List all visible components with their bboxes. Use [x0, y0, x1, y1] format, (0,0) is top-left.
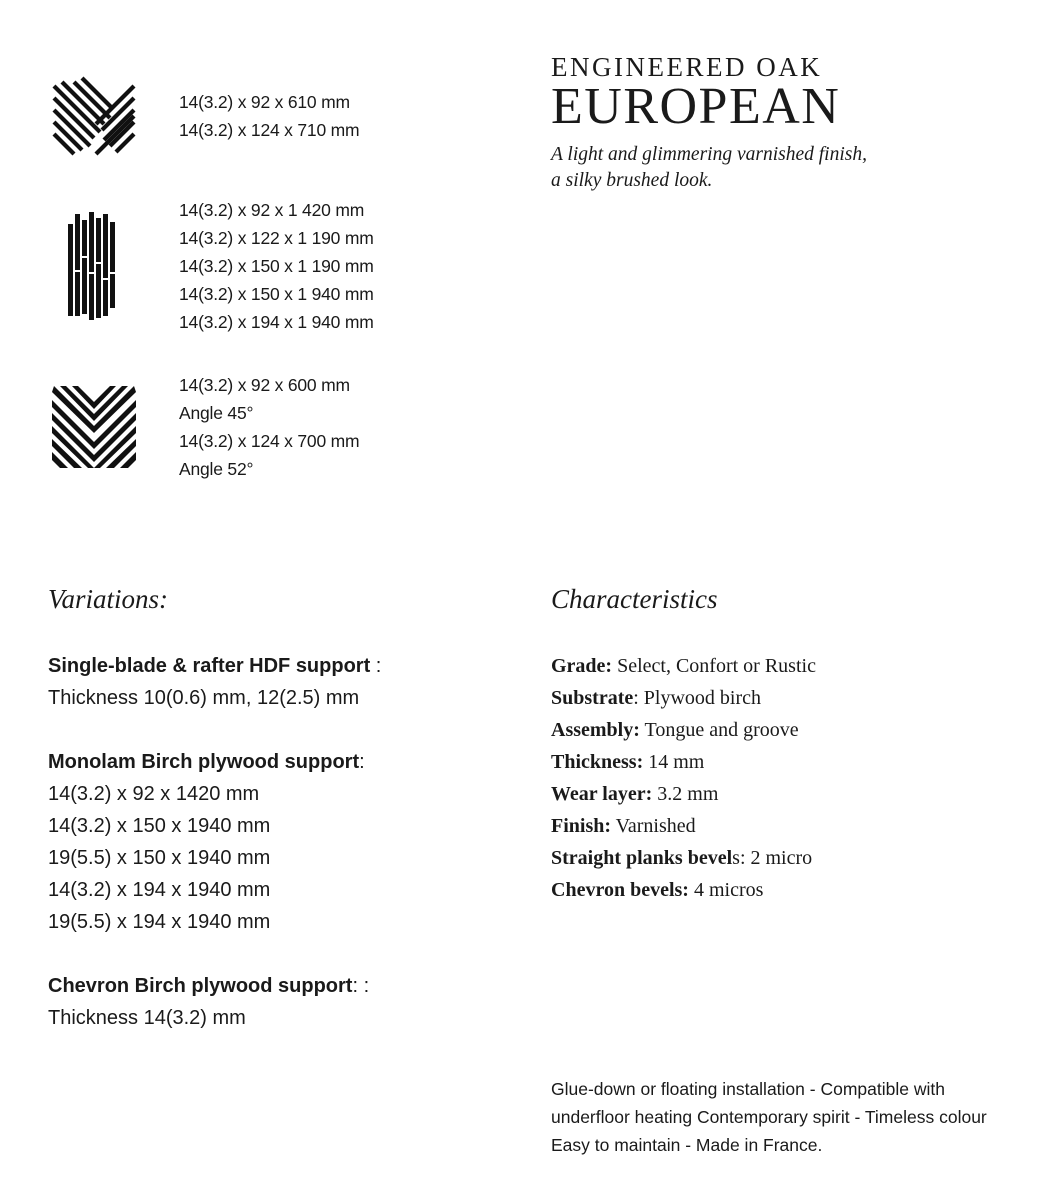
angle-line: Angle 45°: [179, 403, 254, 423]
variation-group-monolam: [48, 746, 381, 938]
dimension-line: 14(3.2) x 122 x 1 190 mm: [179, 228, 374, 248]
characteristic-value: Varnished: [611, 815, 696, 837]
characteristics-list: [551, 650, 816, 906]
brand-header: [551, 52, 867, 194]
herringbone-pattern-icon: [52, 76, 136, 156]
variation-line: 14(3.2) x 150 x 1940 mm: [48, 815, 271, 837]
variation-line: 19(5.5) x 194 x 1940 mm: [48, 911, 271, 933]
variation-line: 19(5.5) x 150 x 1940 mm: [48, 847, 271, 869]
dimension-line: 14(3.2) x 92 x 1 420 mm: [179, 200, 365, 220]
characteristic-key: Straight planks bevel: [551, 847, 733, 869]
characteristic-key: Finish:: [551, 815, 612, 837]
characteristic-key: Thickness:: [551, 751, 644, 773]
variation-line: Thickness 14(3.2) mm: [48, 1007, 246, 1029]
brand-subtitle: ENGINEERED OAK: [551, 52, 823, 82]
brand-title: EUROPEAN: [551, 78, 841, 135]
chevron-pattern-icon: [52, 386, 136, 470]
brand-description-line: a silky brushed look.: [551, 170, 713, 191]
straight-planks-pattern-icon: [66, 210, 120, 322]
characteristic-key: Chevron bevels:: [551, 879, 689, 901]
variations-list: [48, 650, 381, 1066]
characteristic-row: [551, 682, 816, 714]
angle-line: Angle 52°: [179, 459, 254, 479]
variation-heading-suffix: : :: [352, 975, 370, 997]
characteristic-value: 14 mm: [643, 751, 705, 773]
variation-group-chevron: [48, 970, 381, 1034]
variation-line: 14(3.2) x 92 x 1420 mm: [48, 783, 260, 805]
footer-description: Glue-down or floating installation - Compatible with underfloor heating Contemporary spirit - Timeless colour Easy to maintain - Made in France.: [551, 1079, 987, 1155]
variation-heading: Monolam Birch plywood support: [48, 751, 360, 773]
dimension-line: 14(3.2) x 194 x 1 940 mm: [179, 312, 374, 332]
variation-heading: Chevron Birch plywood support: [48, 975, 353, 997]
characteristic-value: 3.2 mm: [652, 783, 719, 805]
variation-heading-suffix: :: [370, 655, 382, 677]
dimension-line: 14(3.2) x 150 x 1 190 mm: [179, 256, 374, 276]
format-dimensions-herringbone: [179, 88, 359, 144]
characteristic-row: [551, 714, 816, 746]
dimension-line: 14(3.2) x 92 x 610 mm: [179, 92, 350, 112]
variation-line: 14(3.2) x 194 x 1940 mm: [48, 879, 271, 901]
characteristic-value: s: 2 micro: [732, 847, 813, 869]
variations-title: Variations:: [48, 584, 169, 614]
brand-description: [551, 142, 867, 194]
dimension-line: 14(3.2) x 92 x 600 mm: [179, 375, 350, 395]
characteristic-key: Substrate: [551, 687, 634, 709]
dimension-line: 14(3.2) x 124 x 700 mm: [179, 431, 360, 451]
variation-group-hdf: [48, 650, 381, 714]
characteristic-key: Grade:: [551, 655, 613, 677]
brand-description-line: A light and glimmering varnished finish,: [551, 144, 867, 165]
characteristics-title: Characteristics: [551, 584, 718, 614]
variation-line: Thickness 10(0.6) mm, 12(2.5) mm: [48, 687, 360, 709]
characteristic-row: [551, 810, 816, 842]
format-dimensions-chevron: [179, 371, 359, 483]
variation-heading: Single-blade & rafter HDF support: [48, 655, 371, 677]
characteristic-value: Tongue and groove: [639, 719, 799, 741]
format-dimensions-straight: [179, 196, 374, 336]
characteristic-row: [551, 842, 816, 874]
characteristic-value: Select, Confort or Rustic: [612, 655, 816, 677]
dimension-line: 14(3.2) x 150 x 1 940 mm: [179, 284, 374, 304]
characteristic-row: [551, 650, 816, 682]
dimension-line: 14(3.2) x 124 x 710 mm: [179, 120, 360, 140]
characteristic-key: Assembly:: [551, 719, 640, 741]
characteristic-value: 4 micros: [688, 879, 764, 901]
characteristic-row: [551, 874, 816, 906]
characteristic-row: [551, 778, 816, 810]
variation-heading-suffix: :: [359, 751, 365, 773]
characteristic-value: : Plywood birch: [633, 687, 762, 709]
characteristic-row: [551, 746, 816, 778]
characteristic-key: Wear layer:: [551, 783, 653, 805]
